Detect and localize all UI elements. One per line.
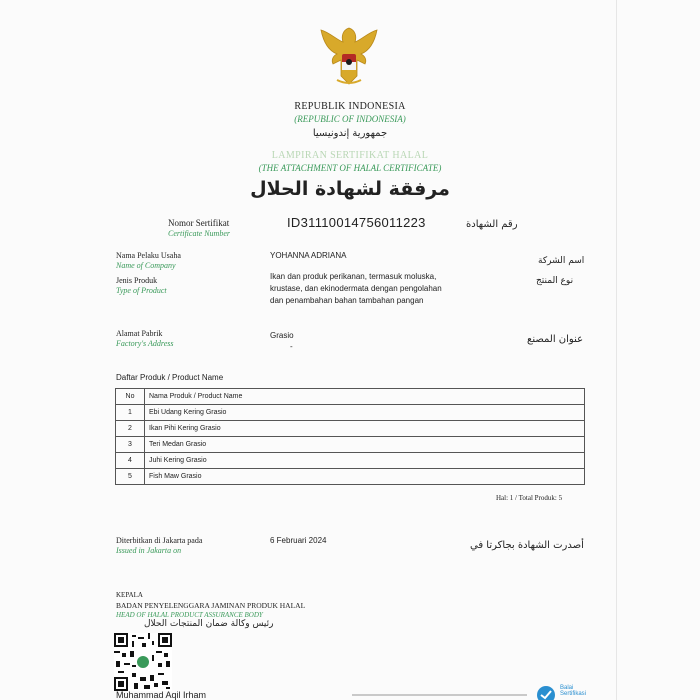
column-header-no: No <box>116 389 145 405</box>
certificate-number-label: Nomor Sertifikat <box>168 218 230 228</box>
product-type-label-en: Type of Product <box>116 286 167 295</box>
certificate-number-value: ID31110014756011223 <box>287 215 426 230</box>
row-no: 4 <box>116 453 145 469</box>
page-info: Hal: 1 / Total Produk: 5 <box>496 494 563 502</box>
row-product-name: Ebi Udang Kering Grasio <box>145 405 585 421</box>
company-label-ar: اسم الشركة <box>538 256 585 266</box>
row-no: 5 <box>116 469 145 485</box>
country-title-en: (REPUBLIC OF INDONESIA) <box>294 114 406 124</box>
certificate-number-label-ar: رقم الشهادة <box>466 219 518 230</box>
factory-label-ar: عنوان المصنع <box>527 334 584 345</box>
signatory-agency-ar: رئيس وكالة ضمان المنتجات الحلال <box>144 619 274 629</box>
product-type-line: Ikan dan produk perikanan, termasuk moluska, <box>270 272 437 281</box>
row-product-name: Ikan Pihi Kering Grasio <box>145 421 585 437</box>
row-no: 2 <box>116 421 145 437</box>
table-row <box>116 437 585 453</box>
product-type-line: krustase, dan ekinodermata dengan pengolahan <box>270 284 442 293</box>
issued-label-en: Issued in Jakarta on <box>116 546 182 555</box>
table-row <box>116 405 585 421</box>
badge-label: Balai Sertifikasi <box>560 685 587 697</box>
column-header-name: Nama Produk / Product Name <box>145 389 585 405</box>
attachment-title: LAMPIRAN SERTIFIKAT HALAL <box>271 150 429 161</box>
company-label-en: Name of Company <box>116 261 176 270</box>
row-product-name: Teri Medan Grasio <box>145 437 585 453</box>
company-label: Nama Pelaku Usaha <box>116 251 181 260</box>
signatory-agency: BADAN PENYELENGGARA JAMINAN PRODUK HALAL <box>116 601 306 610</box>
qr-code-icon <box>114 633 172 691</box>
garuda-emblem-icon <box>313 20 385 92</box>
certificate-number-label-en: Certificate Number <box>168 229 230 238</box>
signatory-title: KEPALA <box>116 591 143 599</box>
country-title: REPUBLIK INDONESIA <box>294 101 406 112</box>
factory-label: Alamat Pabrik <box>116 329 163 338</box>
table-row <box>116 421 585 437</box>
row-product-name: Fish Maw Grasio <box>145 469 585 485</box>
table-row <box>116 469 585 485</box>
factory-label-en: Factory's Address <box>116 339 174 348</box>
badge-logo-icon <box>535 684 557 700</box>
issued-label-ar: أصدرت الشهادة بجاكرتا في <box>470 540 584 551</box>
product-type-line: dan penambahan bahan tambahan pangan <box>270 296 424 305</box>
company-value: YOHANNA ADRIANA <box>270 251 347 260</box>
attachment-title-ar: مرفقة لشهادة الحلال <box>250 178 450 200</box>
table-row <box>116 453 585 469</box>
product-list-title: Daftar Produk / Product Name <box>116 373 224 382</box>
row-no: 3 <box>116 437 145 453</box>
product-type-label: Jenis Produk <box>116 276 158 285</box>
factory-value: Grasio <box>270 331 294 340</box>
table-header-row <box>116 389 585 405</box>
attachment-title-en: (THE ATTACHMENT OF HALAL CERTIFICATE) <box>258 163 442 173</box>
product-table <box>115 388 585 485</box>
issued-date: 6 Februari 2024 <box>270 536 327 545</box>
product-type-label-ar: نوع المنتج <box>536 276 574 286</box>
factory-sub: - <box>290 342 293 351</box>
country-title-ar: جمهورية إندونيسيا <box>312 128 388 139</box>
footer-note-line <box>352 694 527 696</box>
signatory-name: Muhammad Aqil Irham <box>116 690 207 700</box>
row-product-name: Juhi Kering Grasio <box>145 453 585 469</box>
signatory-agency-en: HEAD OF HALAL PRODUCT ASSURANCE BODY <box>116 611 263 619</box>
issued-label: Diterbitkan di Jakarta pada <box>116 536 203 545</box>
row-no: 1 <box>116 405 145 421</box>
